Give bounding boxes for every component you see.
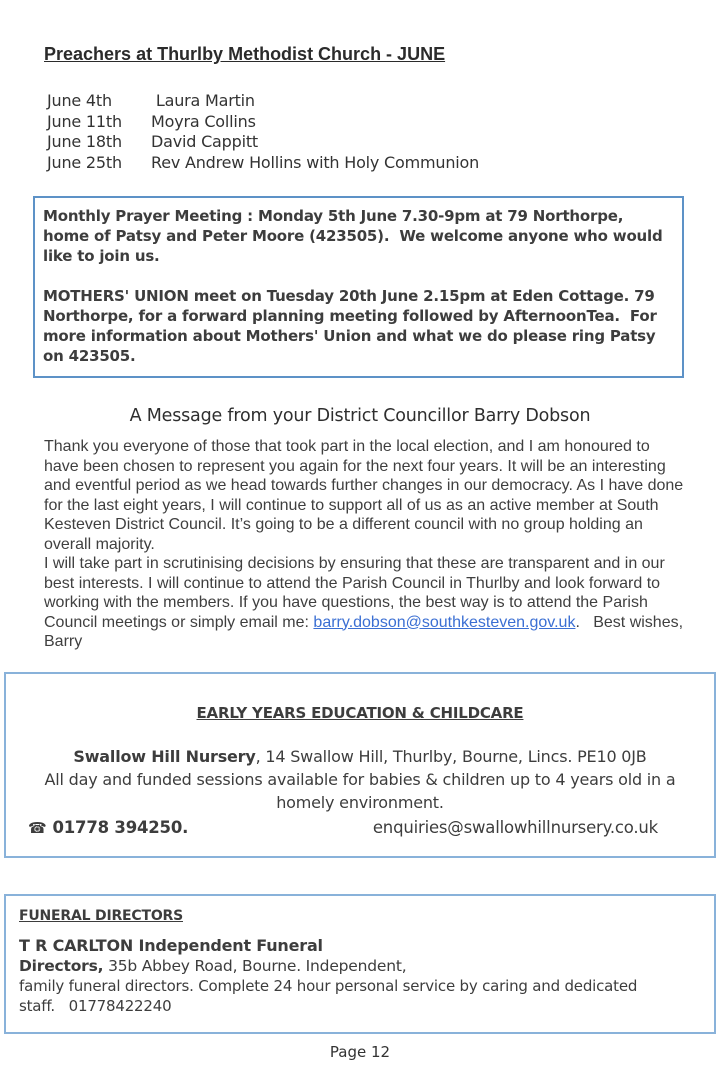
nursery-phone-number: 01778 394250. [52,817,189,837]
councillor-message-heading: A Message from your District Councillor Barry Dobson [129,406,591,426]
prayer-meeting-text: Monthly Prayer Meeting : Monday 5th June 7.30-9pm at 79 Northorpe, home of Patsy and Peter Moore (423505). We welcome anyone who would like to join us. [43,207,668,265]
mothers-union-text: MOTHERS' UNION meet on Tuesday 20th June 2.15pm at Eden Cottage. 79 Northorpe, for a forward planning meeting followed by AfternoonTea. For more information about Mothers' Union and what we do please ring Patsy on 423505. [43,287,662,365]
preacher-list [47,91,720,173]
prayer-meeting-box [33,196,684,378]
nursery-phone [28,816,188,840]
nursery-name: Swallow Hill Nursery [73,746,256,766]
funeral-advert-box [4,894,716,1034]
page-title: Preachers at Thurlby Methodist Church - JUNE [44,44,446,64]
funeral-description: family funeral directors. Complete 24 hour personal service by caring and dedicated [19,976,638,995]
nursery-contact-row [16,814,704,840]
nursery-advert-heading: EARLY YEARS EDUCATION & CHILDCARE [196,703,524,722]
preacher-row [47,112,720,133]
preacher-row [47,132,720,153]
phone-icon: ☎ [28,818,47,837]
councillor-paragraph-2: I will take part in scrutinising decisions by ensuring that these are transparent and in our best interests. I will continue to attend the Parish Council in Thurlby and look forward to working with the members. If you have questions, the best way is to attend the Parish Council meetings or simply email me: [44,555,670,631]
preacher-date: June 25th [47,152,122,172]
preacher-row [47,91,720,112]
preacher-name: Moyra Collins [151,111,256,131]
funeral-name-cont: Directors, [19,956,104,975]
funeral-phone-line: staff. 01778422240 [19,996,172,1015]
councillor-signoff: . Best wishes, Barry [44,613,688,650]
preacher-date: June 18th [47,132,122,151]
councillor-paragraph-1: Thank you everyone of those that took part in the local election, and I am honoured to have been chosen to represent you again for the next four years. It will be an interesting and eventful period as we head towards further changes in our democracy. As I have done for the last eight years, I will continue to support all of us as an active member at South Kesteven District Council. It’s going to be a different council with no group holding an overall majority. [44,438,688,553]
preacher-name: Rev Andrew Hollins with Holy Communion [151,152,480,172]
funeral-advert-heading: FUNERAL DIRECTORS [19,907,183,924]
councillor-message-body [44,437,688,652]
funeral-company-name: T R CARLTON Independent Funeral [19,935,323,955]
nursery-email: enquiries@swallowhillnursery.co.uk [372,817,658,837]
preacher-row [47,153,720,174]
nursery-address-line [16,745,704,768]
page-number: Page 12 [329,1042,391,1061]
councillor-email-link[interactable]: barry.dobson@southkesteven.gov.uk [313,613,576,631]
funeral-address-line [19,956,700,976]
funeral-address-rest: 35b Abbey Road, Bourne. Independent, [103,956,407,975]
nursery-advert-box [4,672,716,858]
preacher-name: Laura Martin [151,91,255,110]
preacher-name: David Cappitt [151,132,258,151]
newsletter-page [0,44,720,1061]
nursery-description: All day and funded sessions available for babies & children up to 4 years old in a homely environment. [44,769,676,812]
preacher-date: June 11th [47,111,122,131]
preacher-date: June 4th [47,91,112,110]
nursery-address-rest: , 14 Swallow Hill, Thurlby, Bourne, Lincs. PE10 0JB [255,746,647,766]
